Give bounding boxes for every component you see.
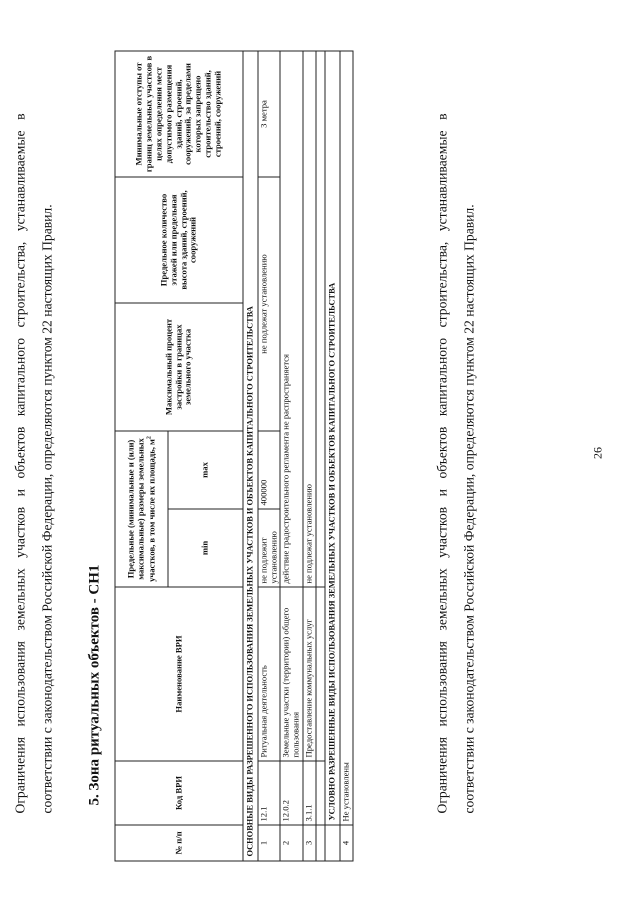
- row-num: 1: [257, 825, 280, 861]
- regulations-table: [114, 50, 353, 861]
- row-name: Земельные участки (территории) общего пользования: [280, 587, 303, 761]
- row-merged: не подлежат установлению: [303, 51, 316, 587]
- row-merged: действие градостроительного регламента не распространяется: [280, 51, 303, 587]
- paragraph-line-1: Ограничения использования земельных участков и объектов капитального строительства, устанавливаемые в: [434, 113, 449, 813]
- header-floors: Предельное количество этажей или предельная высота зданий, строений, сооружений: [115, 177, 243, 303]
- header-num: № п/п: [115, 825, 243, 861]
- row-code: 3.1.1: [303, 761, 316, 825]
- paragraph-line-1: Ограничения использования земельных участков и объектов капитального строительства, устанавливаемые в: [12, 113, 27, 813]
- header-setback: Минимальные отступы от границ земельных участков в целях определения мест допустимого размещения зданий, строений, сооружений, за пределами которых запрещено строительство зданий, строений, сооружений: [115, 51, 243, 177]
- row-code: 12.1: [257, 761, 280, 825]
- header-name: Наименование ВРИ: [115, 587, 243, 761]
- restrictions-paragraph-top: [6, 113, 60, 813]
- row-num: 2: [280, 825, 303, 861]
- header-plot-size-sup: 2: [145, 435, 152, 439]
- header-max-percent: Максимальный процент застройки в границах земельного участка: [115, 303, 243, 431]
- table-row: [339, 51, 352, 861]
- row-rest: не подлежат установлению: [257, 177, 280, 431]
- row-code: 12.0.2: [280, 761, 303, 825]
- section-row-main: [243, 51, 258, 861]
- restrictions-paragraph-bottom: [428, 113, 482, 813]
- header-plot-size: [115, 431, 168, 587]
- header-max: max: [168, 431, 243, 509]
- table-row: [280, 51, 303, 861]
- header-plot-size-text: Предельные (минимальные и (или) максимальные) размеры земельных участков, в том числе их площадь, м: [124, 437, 156, 582]
- zone-title: 5. Зона ритуальных объектов - СН1: [86, 564, 102, 805]
- paragraph-line-2: соответствии с законодательством Российской Федерации, определяются пунктом 22 настоящих Правил.: [461, 203, 476, 813]
- header-code: Код ВРИ: [115, 761, 243, 825]
- row-min: не подлежит установлению: [257, 509, 280, 587]
- row-name: Ритуальная деятельность: [257, 587, 280, 761]
- row-conditional-text: Не установлены: [339, 51, 352, 825]
- row-setback: 3 метра: [257, 51, 280, 177]
- paragraph-line-2: соответствии с законодательством Российской Федерации, определяются пунктом 22 настоящих Правил.: [39, 203, 54, 813]
- page-number: 26: [590, 446, 604, 459]
- table-row: [257, 51, 280, 861]
- table-header-row: [115, 51, 168, 861]
- section-row-conditional: [325, 51, 340, 861]
- header-min: min: [168, 509, 243, 587]
- table-row-empty: [316, 51, 325, 861]
- section-main-title: ОСНОВНЫЕ ВИДЫ РАЗРЕШЕННОГО ИСПОЛЬЗОВАНИЯ ЗЕМЕЛЬНЫХ УЧАСТКОВ И ОБЪЕКТОВ КАПИТАЛЬНОГО СТРОИТЕЛЬСТВА: [243, 51, 258, 861]
- section-conditional-title: УСЛОВНО РАЗРЕШЕННЫЕ ВИДЫ ИСПОЛЬЗОВАНИЯ ЗЕМЕЛЬНЫХ УЧАСТКОВ И ОБЪЕКТОВ КАПИТАЛЬНОГО СТРОИТЕЛЬСТВА: [325, 51, 340, 825]
- row-max: 400000: [257, 431, 280, 509]
- row-num: 4: [339, 825, 352, 861]
- row-name: Предоставление коммунальных услуг: [303, 587, 316, 761]
- row-num: 3: [303, 825, 316, 861]
- table-row: [303, 51, 316, 861]
